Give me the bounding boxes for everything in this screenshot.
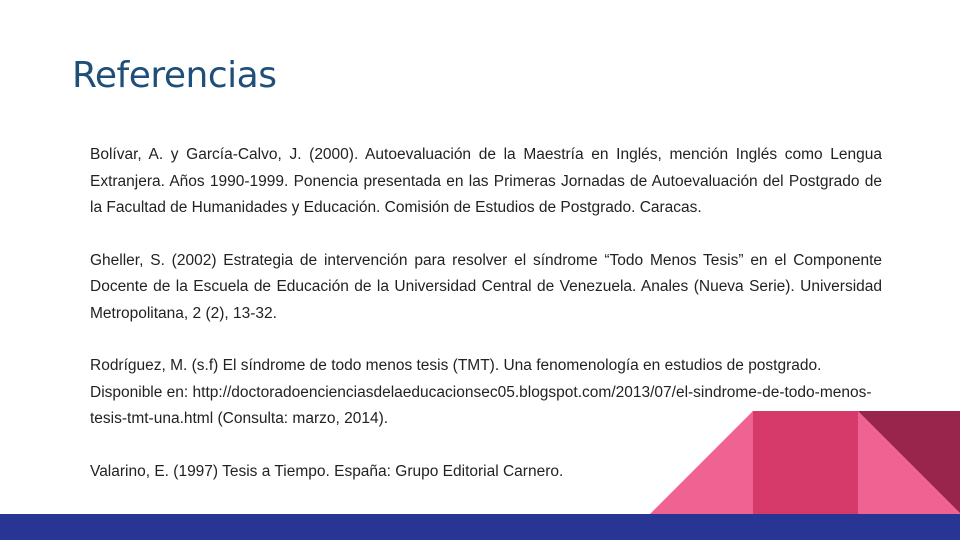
reference-item: Valarino, E. (1997) Tesis a Tiempo. España: Grupo Editorial Carnero. [90, 462, 564, 480]
footer-bar [0, 514, 960, 540]
reference-item: Bolívar, A. y García-Calvo, J. (2000). Autoevaluación de la Maestría en Inglés, mención Inglés como Lengua Extranjera. Años 1990-1999. Ponencia presentada en las Primeras Jornadas de Autoevaluación del Postgrado de la Facultad de Humanidades y Educación. Comisión de Estudios de Postgrado. Caracas. [90, 146, 882, 216]
reference-item: Gheller, S. (2002) Estrategia de intervención para resolver el síndrome “Todo Menos Tesis” en el Componente Docente de la Escuela de Educación de la Universidad Central de Venezuela. Anales (Nueva Serie). Universidad Metropolitana, 2 (2), 13-32. [90, 251, 882, 322]
slide-title: Referencias [72, 55, 277, 96]
reference-item: Rodríguez, M. (s.f) El síndrome de todo menos tesis (TMT). Una fenomenología en estudios de postgrado. Disponible en: http://doctoradoencienciasdelaeducacionsec05.blogspot.com/2013/07/el-sindrome-de-todo-menos-tesis-tmt-una.html (Consulta: marzo, 2014). [90, 357, 872, 427]
references-list [90, 142, 882, 511]
